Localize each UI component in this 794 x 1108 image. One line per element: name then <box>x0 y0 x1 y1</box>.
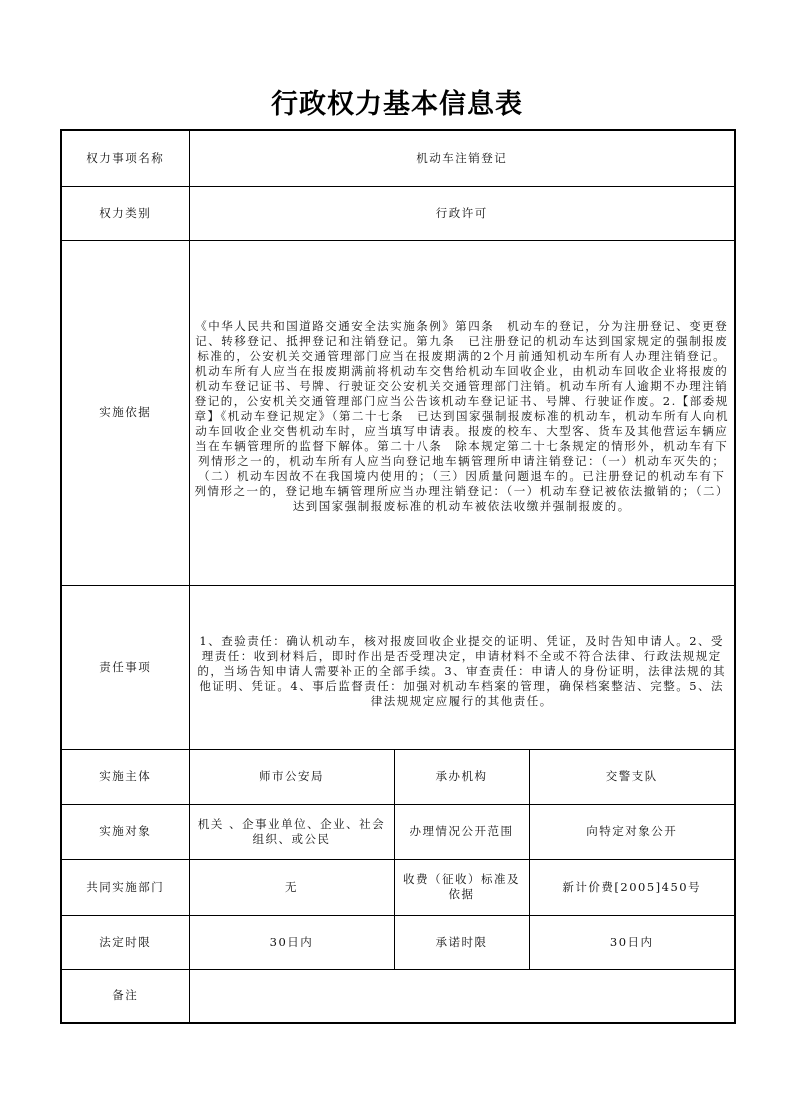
agency-value: 交警支队 <box>529 749 735 804</box>
target-value: 机关 、企事业单位、企业、社会组织、或公民 <box>189 804 394 859</box>
responsibility-label: 责任事项 <box>61 585 189 749</box>
row-responsibility <box>61 585 735 749</box>
name-value: 机动车注销登记 <box>189 130 735 186</box>
row-subject <box>61 749 735 804</box>
fee-label: 收费（征收）标准及依据 <box>394 859 529 915</box>
remark-value <box>189 969 735 1023</box>
legal-time-label: 法定时限 <box>61 915 189 969</box>
row-target <box>61 804 735 859</box>
promised-time-value: 30日内 <box>529 915 735 969</box>
subject-label: 实施主体 <box>61 749 189 804</box>
target-label: 实施对象 <box>61 804 189 859</box>
disclosure-value: 向特定对象公开 <box>529 804 735 859</box>
responsibility-text: 1、查验责任：确认机动车，核对报废回收企业提交的证明、凭证，及时告知申请人。2、受理责任：收到材料后，即时作出是否受理决定，申请材料不全或不符合法律、行政法规规定的，当场告知申请人需要补正的全部手续。3、审查责任：申请人的身份证明，法律法规的其他证明、凭证。4、事后监督责任：加强对机动车档案的管理，确保档案整洁、完整。5、法律法规规定应履行的其他责任。 <box>197 633 727 708</box>
subject-value: 师市公安局 <box>189 749 394 804</box>
row-name <box>61 130 735 186</box>
info-table <box>60 129 736 1024</box>
row-basis <box>61 240 735 585</box>
joint-value: 无 <box>189 859 394 915</box>
legal-time-value: 30日内 <box>189 915 394 969</box>
category-label: 权力类别 <box>61 186 189 240</box>
basis-text: 《中华人民共和国道路交通安全法实施条例》第四条 机动车的登记，分为注册登记、变更登记、转移登记、抵押登记和注销登记。第九条 已注册登记的机动车达到国家规定的强制报废标准的，公安机关交通管理部门应当在报废期满的2个月前通知机动车所有人办理注销登记。机动车所有人应当在报废期满前将机动车交售给机动车回收企业，由机动车回收企业将报废的机动车登记证书、号牌、行驶证交公安机关交通管理部门注销。机动车所有人逾期不办理注销登记的，公安机关交通管理部门应当公告该机动车登记证书、号牌、行驶证作废。2.【部委规章】《机动车登记规定》（第二十七条 已达到国家强制报废标准的机动车，机动车所有人向机动车回收企业交售机动车时，应当填写申请表。报废的校车、大型客、货车及其他营运车辆应当在车辆管理所的监督下解体。第二十八条 除本规定第二十七条规定的情形外，机动车有下列情形之一的，机动车所有人应当向登记地车辆管理所申请注销登记：（一）机动车灭失的；（二）机动车因故不在我国境内使用的；（三）因质量问题退车的。已注册登记的机动车有下列情形之一的，登记地车辆管理所应当办理注销登记：（一）机动车登记被依法撤销的；（二）达到国家强制报废标准的机动车被依法收缴并强制报废的。 <box>194 319 729 513</box>
joint-label: 共同实施部门 <box>61 859 189 915</box>
agency-label: 承办机构 <box>394 749 529 804</box>
responsibility-value <box>189 585 735 749</box>
row-joint <box>61 859 735 915</box>
remark-label: 备注 <box>61 969 189 1023</box>
name-label: 权力事项名称 <box>61 130 189 186</box>
disclosure-label: 办理情况公开范围 <box>394 804 529 859</box>
row-time <box>61 915 735 969</box>
basis-value <box>189 240 735 585</box>
promised-time-label: 承诺时限 <box>394 915 529 969</box>
fee-value: 新计价费[2005]450号 <box>529 859 735 915</box>
row-remark <box>61 969 735 1023</box>
row-category <box>61 186 735 240</box>
page-title: 行政权力基本信息表 <box>271 89 523 120</box>
category-value: 行政许可 <box>189 186 735 240</box>
basis-label: 实施依据 <box>61 240 189 585</box>
